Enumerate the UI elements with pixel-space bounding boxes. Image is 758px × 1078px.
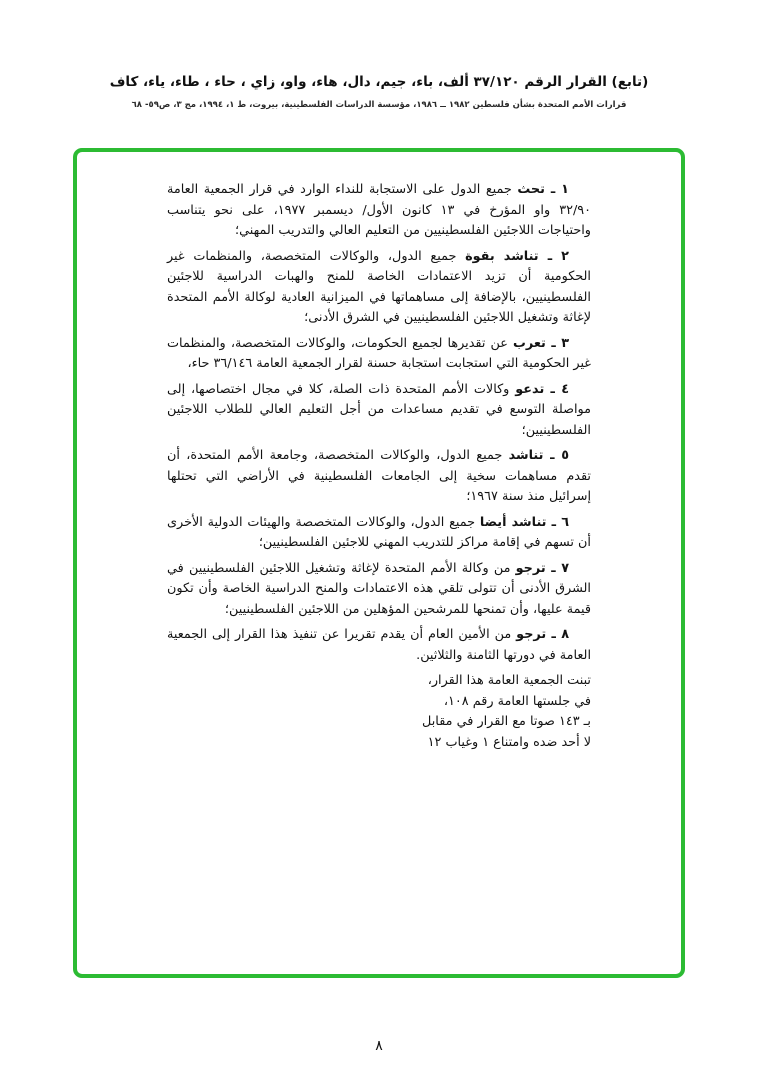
paragraph-lead: ٦ ـ تناشد أيضا: [479, 514, 570, 530]
resolution-paragraph-8: [167, 625, 591, 666]
resolution-paragraph-2: [167, 247, 591, 329]
paragraph-text: من الأمين العام أن يقدم تقريرا عن تنفيذ هذا القرار إلى الجمعية العامة في دورتها الثامنة والثلاثين.: [167, 627, 591, 663]
closing-line-4: لا أحد ضده وامتناع ١ وغياب ١٢: [427, 734, 591, 750]
paragraph-lead: ١ ـ تحث: [517, 182, 569, 197]
paragraph-lead: ٥ ـ تناشد: [508, 448, 569, 463]
resolution-paragraph-4: [167, 380, 591, 442]
resolution-paragraph-7: [167, 559, 591, 621]
closing-line-3: بـ ١٤٣ صوتا مع القرار في مقابل: [422, 714, 591, 729]
document-title: (تابع) القرار الرقم ٣٧/١٢٠ ألف، باء، جيم، دال، هاء، واو، زاي ، حاء ، طاء، ياء، كاف: [109, 74, 649, 90]
paragraph-text: جميع الدول، والوكالات المتخصصة، والمنظمات غير الحكومية أن تزيد الاعتمادات الخاصة للمنح والهبات الدراسية للاجئين الفلسطينيين، بالإضافة إلى مساهماتها في الميزانية العادية لوكالة الأمم المتحدة لإغاثة وتشغيل اللاجئين الفلسطينيين في الشرق الأدنى؛: [167, 248, 591, 325]
resolution-text: [167, 180, 591, 753]
closing-line-1: تبنت الجمعية العامة هذا القرار،: [427, 673, 591, 688]
paragraph-text: من وكالة الأمم المتحدة لإغاثة وتشغيل اللاجئين الفلسطينيين في الشرق الأدنى أن تتولى تلقي هذه الاعتمادات والمنح الدراسية الخاصة وأن تكون قيمة عليها، وأن تمنحها للمرشحين المؤهلين من اللاجئين الفلسطينيين؛: [167, 560, 591, 617]
highlight-annotation-box: [73, 148, 685, 978]
paragraph-text: جميع الدول، والوكالات المتخصصة والهيئات الدولية الأخرى أن تسهم في إقامة مراكز للتدريب المهني للاجئين الفلسطينيين؛: [167, 514, 591, 550]
paragraph-text: وكالات الأمم المتحدة ذات الصلة، كلا في مجال اختصاصها، إلى مواصلة التوسع في تقديم مساعدات من أجل التعليم العالي للطلاب اللاجئين الفلسطينيين؛: [167, 381, 591, 438]
resolution-paragraph-5: [167, 446, 591, 508]
resolution-paragraph-3: [167, 334, 591, 375]
paragraph-lead: ٣ ـ تعرب: [513, 335, 569, 351]
paragraph-text: جميع الدول، والوكالات المتخصصة، وجامعة الأمم المتحدة، أن تقدم مساهمات سخية إلى الجامعات الفلسطينية في الأراضي التي تحتلها إسرائيل منذ سنة ١٩٦٧؛: [167, 448, 591, 504]
paragraph-lead: ٢ ـ تناشد بقوة: [465, 248, 569, 264]
paragraph-lead: ٨ ـ ترجو: [516, 627, 570, 642]
adoption-note: [167, 671, 591, 753]
paragraph-lead: ٧ ـ ترجو: [515, 560, 570, 576]
resolution-paragraph-1: [167, 180, 591, 242]
closing-line-2: في جلستها العامة رقم ١٠٨،: [443, 693, 591, 709]
paragraph-text: جميع الدول على الاستجابة للنداء الوارد في قرار الجمعية العامة ٣٢/٩٠ واو المؤرخ في ١٣ كانون الأول/ ديسمبر ١٩٧٧، على نحو يتناسب واحتياجات اللاجئين الفلسطينيين من التعليم العالي والتدريب المهني؛: [167, 182, 592, 238]
document-header: [0, 74, 758, 110]
resolution-paragraph-6: [167, 513, 591, 554]
source-citation: قرارات الأمم المتحدة بشأن فلسطين ١٩٨٢ ــ ١٩٨٦، مؤسسة الدراسات الفلسطينية، بيروت، ط ١، ١٩٩٤، مج ٣، ص٥٩- ٦٨: [131, 100, 627, 110]
page-number: ٨: [375, 1038, 383, 1054]
paragraph-lead: ٤ ـ تدعو: [515, 381, 570, 397]
paragraph-text: عن تقديرها لجميع الحكومات، والوكالات المتخصصة، والمنظمات غير الحكومية التي استجابت استجابة حسنة لقرار الجمعية العامة ٣٦/١٤٦ حاء،: [167, 335, 591, 371]
